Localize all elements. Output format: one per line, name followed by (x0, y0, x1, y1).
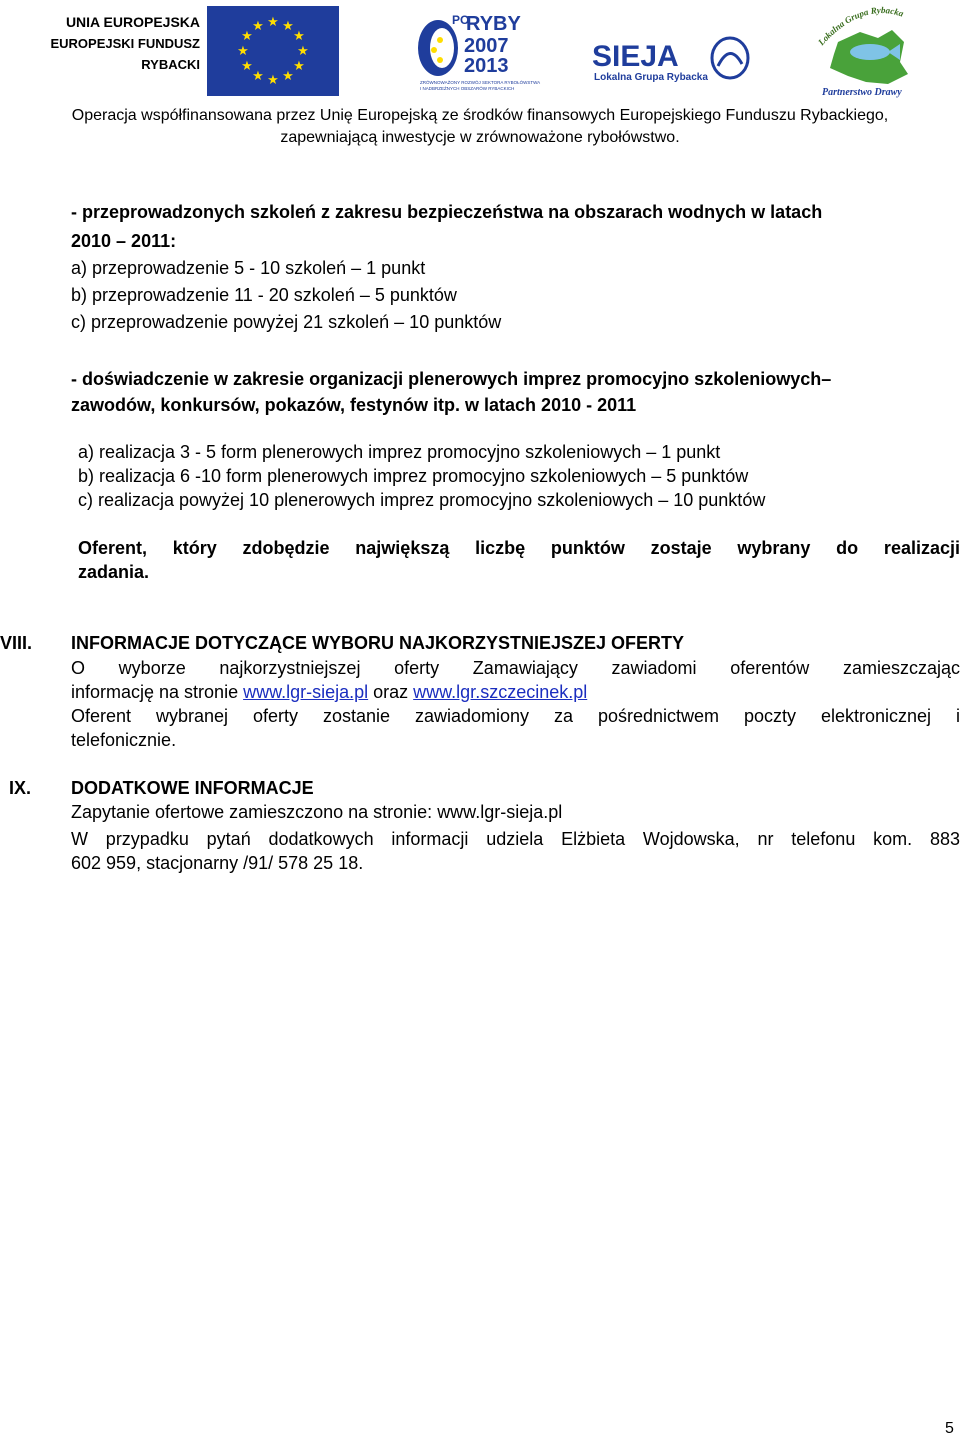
section-viii-number: VIII. (0, 633, 33, 653)
events-heading-2-bold: zawodów, konkursów, pokazów, festynów itp. (71, 395, 461, 415)
header-caption-line1: Operacja współfinansowana przez Unię Europejską ze środków finansowych Europejskiego Funduszu Rybackiego, (71, 107, 889, 124)
training-item-c: c) przeprowadzenie powyżej 21 szkoleń – 10 punktów (71, 312, 502, 332)
po-ryby-line3: 2007 (464, 35, 509, 57)
eu-logo-line2: EUROPEJSKI FUNDUSZ (50, 36, 200, 51)
svg-text:★: ★ (293, 29, 305, 44)
sieja-logo (590, 36, 755, 84)
po-ryby-line2: RYBY (466, 13, 521, 35)
section-ix-line3: 602 959, stacjonarny /91/ 578 25 18. (71, 853, 364, 873)
svg-text:★: ★ (237, 44, 249, 59)
section-viii-para1-line2 (71, 680, 587, 704)
po-ryby-fish-icon (416, 8, 541, 94)
svg-text:★: ★ (267, 15, 279, 30)
section-viii-para2-line1: Oferent wybranej oferty zostanie zawiadomiony za pośrednictwem poczty elektronicznej i (71, 706, 960, 726)
section-ix-line1: Zapytanie ofertowe zamieszczono na stronie: www.lgr-sieja.pl (71, 802, 563, 822)
svg-text:★: ★ (241, 29, 253, 44)
sieja-name: SIEJA (592, 40, 679, 73)
winner-line-2: zadania. (78, 562, 150, 582)
events-heading-2-rest: w latach 2010 - 2011 (460, 395, 637, 415)
po-ryby-caption1: ZRÓWNOWAŻONY ROZWÓJ SEKTORA RYBOŁÓWSTWA (420, 80, 541, 85)
svg-text:★: ★ (297, 44, 309, 59)
events-heading-2 (71, 393, 636, 417)
svg-text:★: ★ (241, 59, 253, 74)
events-heading-1: - doświadczenie w zakresie organizacji plenerowych imprez promocyjno szkoleniowych– (71, 369, 832, 389)
eu-stars-icon (207, 6, 339, 96)
eu-flag-logo (207, 6, 339, 96)
section-ix-number: IX. (9, 778, 32, 798)
po-ryby-caption2: I NADBRZEŻNYCH OBSZARÓW RYBACKICH (420, 86, 515, 91)
lgr-sieja-link[interactable]: www.lgr-sieja.pl (243, 682, 369, 702)
lgr-szczecinek-link[interactable]: www.lgr.szczecinek.pl (413, 682, 588, 702)
section-viii-para1-start: informację na stronie (71, 682, 244, 702)
events-item-c: c) realizacja powyżej 10 plenerowych imprez promocyjno szkoleniowych – 10 punktów (78, 490, 766, 510)
events-item-b: b) realizacja 6 -10 form plenerowych imprez promocyjno szkoleniowych – 5 punktów (78, 466, 749, 486)
sieja-fish-icon (590, 36, 755, 84)
page-number: 5 (945, 1420, 954, 1437)
events-item-a: a) realizacja 3 - 5 form plenerowych imprez promocyjno szkoleniowych – 1 punkt (78, 442, 721, 462)
po-ryby-line4: 2013 (464, 55, 509, 77)
svg-text:★: ★ (267, 73, 279, 88)
eu-logo-line3: RYBACKI (141, 57, 200, 72)
section-viii-para2-line2: telefonicznie. (71, 730, 177, 750)
section-viii-para1-mid: oraz (368, 682, 414, 702)
training-heading-1: - przeprowadzonych szkoleń z zakresu bezpieczeństwa na obszarach wodnych w latach (71, 202, 823, 222)
svg-text:★: ★ (252, 19, 264, 34)
po-ryby-logo (416, 8, 541, 94)
section-viii-para1-line1: O wyborze najkorzystniejszej oferty Zamawiający zawiadomi oferentów zamieszczając (71, 658, 960, 678)
partnerstwo-caption: Partnerstwo Drawy (822, 87, 902, 98)
training-heading-2: 2010 – 2011: (71, 231, 177, 251)
eu-logo-text (50, 12, 200, 75)
partnerstwo-drawy-logo (808, 2, 926, 98)
training-item-b: b) przeprowadzenie 11 - 20 szkoleń – 5 punktów (71, 285, 457, 305)
po-ryby-line1: PO (452, 13, 470, 27)
header-logos (0, 0, 960, 100)
partnerstwo-arc-text: Lokalna Grupa Rybacka (816, 5, 905, 48)
section-ix-line2: W przypadku pytań dodatkowych informacji udziela Elżbieta Wojdowska, nr telefonu kom. 883 (71, 829, 960, 849)
svg-text:★: ★ (282, 19, 294, 34)
section-ix-title: DODATKOWE INFORMACJE (71, 778, 314, 798)
sieja-subtitle: Lokalna Grupa Rybacka (594, 72, 708, 83)
svg-text:★: ★ (293, 59, 305, 74)
training-item-a: a) przeprowadzenie 5 - 10 szkoleń – 1 punkt (71, 258, 426, 278)
header-caption-line2: zapewniającą inwestycje w zrównoważone rybołówstwo. (280, 129, 680, 146)
svg-text:★: ★ (282, 69, 294, 84)
winner-line-1: Oferent, który zdobędzie największą liczbę punktów zostaje wybrany do realizacji (78, 538, 960, 558)
section-viii-title: INFORMACJE DOTYCZĄCE WYBORU NAJKORZYSTNIEJSZEJ OFERTY (71, 633, 685, 653)
eu-logo-line1: UNIA EUROPEJSKA (65, 14, 200, 30)
partnerstwo-map-icon (808, 2, 926, 98)
svg-text:★: ★ (252, 69, 264, 84)
